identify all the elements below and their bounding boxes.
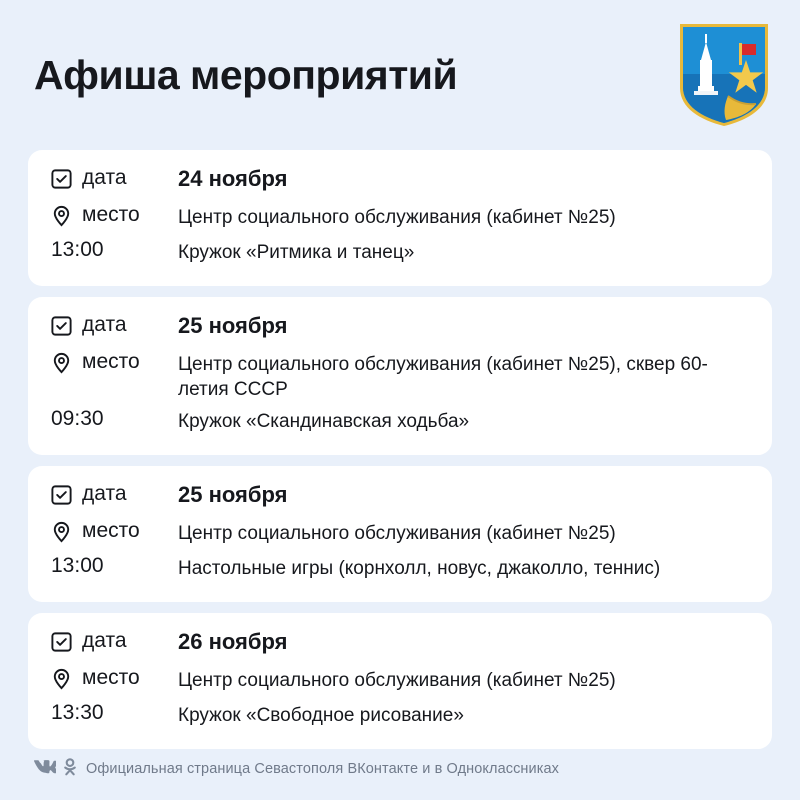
event-date-row — [50, 482, 750, 512]
event-time-value: 13:00 — [51, 554, 104, 577]
date-label: дата — [82, 166, 127, 189]
page-title: Афиша мероприятий — [34, 51, 458, 98]
location-pin-icon — [50, 204, 73, 227]
event-title-value: Кружок «Скандинавская ходьба» — [178, 411, 470, 432]
event-date-value: 26 ноября — [178, 629, 288, 654]
event-time-value: 13:00 — [51, 238, 104, 261]
sevastopol-coat-of-arms-icon — [678, 22, 770, 128]
event-time-value: 13:30 — [51, 701, 104, 724]
event-place-value: Центр социального обслуживания (кабинет №25) — [178, 523, 616, 544]
event-title-value: Кружок «Свободное рисование» — [178, 705, 464, 726]
date-label-cell — [50, 482, 178, 506]
time-label-cell — [50, 701, 178, 725]
date-label-cell — [50, 313, 178, 337]
event-date-row — [50, 166, 750, 196]
time-label-cell — [50, 554, 178, 578]
place-label: место — [82, 203, 140, 226]
place-label: место — [82, 350, 140, 373]
event-place-row — [50, 203, 750, 233]
poster-header — [0, 0, 800, 150]
event-date-row — [50, 629, 750, 659]
footer-text: Официальная страница Севастополя ВКонтакте и в Одноклассниках — [86, 761, 560, 777]
event-card — [28, 150, 772, 286]
event-title-value: Настольные игры (корнхолл, новус, джаколло, теннис) — [178, 558, 661, 579]
time-label-cell — [50, 238, 178, 262]
place-label: место — [82, 519, 140, 542]
place-label-cell — [50, 203, 178, 227]
time-label-cell — [50, 407, 178, 431]
event-time-row — [50, 554, 750, 584]
calendar-icon — [50, 167, 73, 190]
event-date-value: 25 ноября — [178, 482, 288, 507]
event-time-row — [50, 238, 750, 268]
date-label: дата — [82, 313, 127, 336]
date-label-cell — [50, 629, 178, 653]
event-date-value: 24 ноября — [178, 166, 288, 191]
event-time-value: 09:30 — [51, 407, 104, 430]
location-pin-icon — [50, 520, 73, 543]
event-place-value: Центр социального обслуживания (кабинет №25) — [178, 670, 616, 691]
event-place-row — [50, 350, 750, 402]
place-label-cell — [50, 666, 178, 690]
event-place-value: Центр социального обслуживания (кабинет №25) — [178, 207, 616, 228]
event-date-value: 25 ноября — [178, 313, 288, 338]
date-label: дата — [82, 629, 127, 652]
event-date-row — [50, 313, 750, 343]
event-card — [28, 297, 772, 455]
odnoklassniki-icon — [63, 758, 77, 781]
place-label-cell — [50, 350, 178, 374]
event-place-row — [50, 666, 750, 696]
place-label-cell — [50, 519, 178, 543]
event-title-value: Кружок «Ритмика и танец» — [178, 242, 415, 263]
event-card — [28, 613, 772, 749]
location-pin-icon — [50, 351, 73, 374]
event-place-value: Центр социального обслуживания (кабинет №25), сквер 60-летия СССР — [178, 354, 708, 400]
social-icons — [34, 758, 77, 781]
calendar-icon — [50, 630, 73, 653]
vk-icon — [34, 760, 56, 779]
events-list — [0, 150, 800, 749]
date-label-cell — [50, 166, 178, 190]
date-label: дата — [82, 482, 127, 505]
location-pin-icon — [50, 667, 73, 690]
event-time-row — [50, 407, 750, 437]
event-card — [28, 466, 772, 602]
calendar-icon — [50, 483, 73, 506]
event-place-row — [50, 519, 750, 549]
calendar-icon — [50, 314, 73, 337]
poster-footer — [0, 738, 800, 800]
event-time-row — [50, 701, 750, 731]
place-label: место — [82, 666, 140, 689]
